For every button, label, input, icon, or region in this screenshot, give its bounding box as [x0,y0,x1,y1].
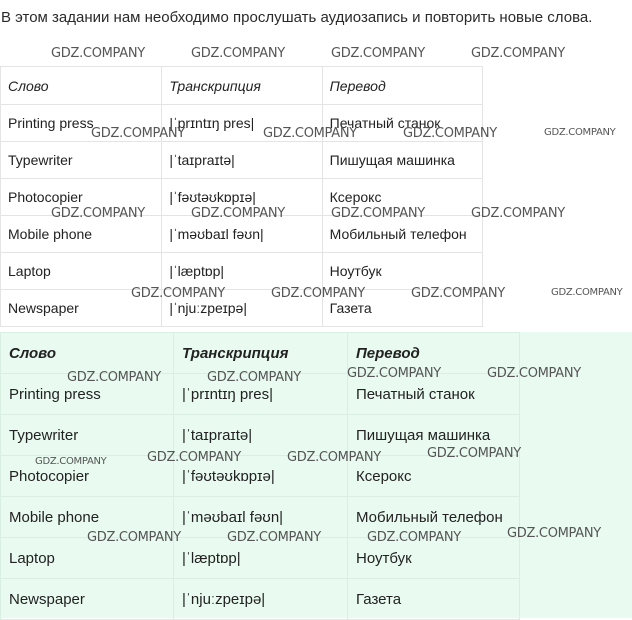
translation-cell: Мобильный телефон [348,497,520,538]
watermark: GDZ.COMPANY [147,450,241,465]
transcription-cell: |ˈməʊbaɪl fəʊn| [162,216,322,253]
table-row [1,253,483,290]
watermark: GDZ.COMPANY [367,530,461,545]
word-cell: Typewriter [1,142,162,179]
header-transcription: Транскрипция [174,333,348,374]
watermark: GDZ.COMPANY [287,450,381,465]
translation-cell: Газета [322,290,482,327]
watermark: GDZ.COMPANY [544,127,616,138]
transcription-cell: |ˈfəʊtəʊkɒpɪə| [162,179,322,216]
watermark: GDZ.COMPANY [207,370,301,385]
translation-cell: Печатный станок [322,105,482,142]
table-row [1,142,483,179]
transcription-cell: |ˈməʊbaɪl fəʊn| [174,497,348,538]
transcription-cell: |ˈfəʊtəʊkɒpɪə| [174,456,348,497]
watermark: GDZ.COMPANY [271,286,365,301]
watermark: GDZ.COMPANY [347,366,441,381]
table-row [1,579,520,620]
translation-cell: Пишущая машинка [322,142,482,179]
watermark: GDZ.COMPANY [87,530,181,545]
transcription-cell: |ˈprɪntɪŋ pres| [162,105,322,142]
transcription-cell: |ˈlæptɒp| [174,538,348,579]
watermark: GDZ.COMPANY [131,286,225,301]
translation-cell: Ноутбук [348,538,520,579]
watermark: GDZ.COMPANY [67,370,161,385]
word-cell: Typewriter [1,415,174,456]
translation-cell: Ксерокс [322,179,482,216]
watermark: GDZ.COMPANY [191,46,285,61]
watermark: GDZ.COMPANY [331,46,425,61]
watermark: GDZ.COMPANY [91,126,185,141]
word-cell: Newspaper [1,290,162,327]
watermark: GDZ.COMPANY [471,206,565,221]
watermark: GDZ.COMPANY [35,456,107,467]
watermark: GDZ.COMPANY [487,366,581,381]
word-cell: Laptop [1,538,174,579]
word-cell: Printing press [1,105,162,142]
transcription-cell: |ˈnjuːzpeɪpə| [174,579,348,620]
table-header-row [1,67,483,105]
transcription-cell: |ˈnjuːzpeɪpə| [162,290,322,327]
translation-cell: Газета [348,579,520,620]
translation-cell: Печатный станок [348,374,520,415]
transcription-cell: |ˈprɪntɪŋ pres| [174,374,348,415]
translation-cell: Мобильный телефон [322,216,482,253]
word-cell: Laptop [1,253,162,290]
translation-cell: Ноутбук [322,253,482,290]
watermark: GDZ.COMPANY [403,126,497,141]
word-cell: Photocopier [1,456,174,497]
watermark: GDZ.COMPANY [51,46,145,61]
word-cell: Newspaper [1,579,174,620]
watermark: GDZ.COMPANY [471,46,565,61]
watermark: GDZ.COMPANY [507,526,601,541]
watermark: GDZ.COMPANY [263,126,357,141]
header-word: Слово [1,333,174,374]
header-word: Слово [1,67,162,105]
intro-text: В этом задании нам необходимо прослушать аудиозапись и повторить новые слова. [1,9,593,26]
word-cell: Photocopier [1,179,162,216]
transcription-cell: |ˈlæptɒp| [162,253,322,290]
watermark: GDZ.COMPANY [551,287,623,298]
watermark: GDZ.COMPANY [427,446,521,461]
watermark: GDZ.COMPANY [411,286,505,301]
transcription-cell: |ˈtaɪpraɪtə| [162,142,322,179]
header-translation: Перевод [348,333,520,374]
watermark: GDZ.COMPANY [227,530,321,545]
translation-cell: Пишущая машинка [348,415,520,456]
translation-cell: Ксерокс [348,456,520,497]
header-transcription: Транскрипция [162,67,322,105]
table-row [1,216,483,253]
watermark: GDZ.COMPANY [51,206,145,221]
word-cell: Mobile phone [1,216,162,253]
table-header-row [1,333,520,374]
word-cell: Printing press [1,374,174,415]
word-cell: Mobile phone [1,497,174,538]
header-translation: Перевод [322,67,482,105]
watermark: GDZ.COMPANY [331,206,425,221]
watermark: GDZ.COMPANY [191,206,285,221]
transcription-cell: |ˈtaɪpraɪtə| [174,415,348,456]
